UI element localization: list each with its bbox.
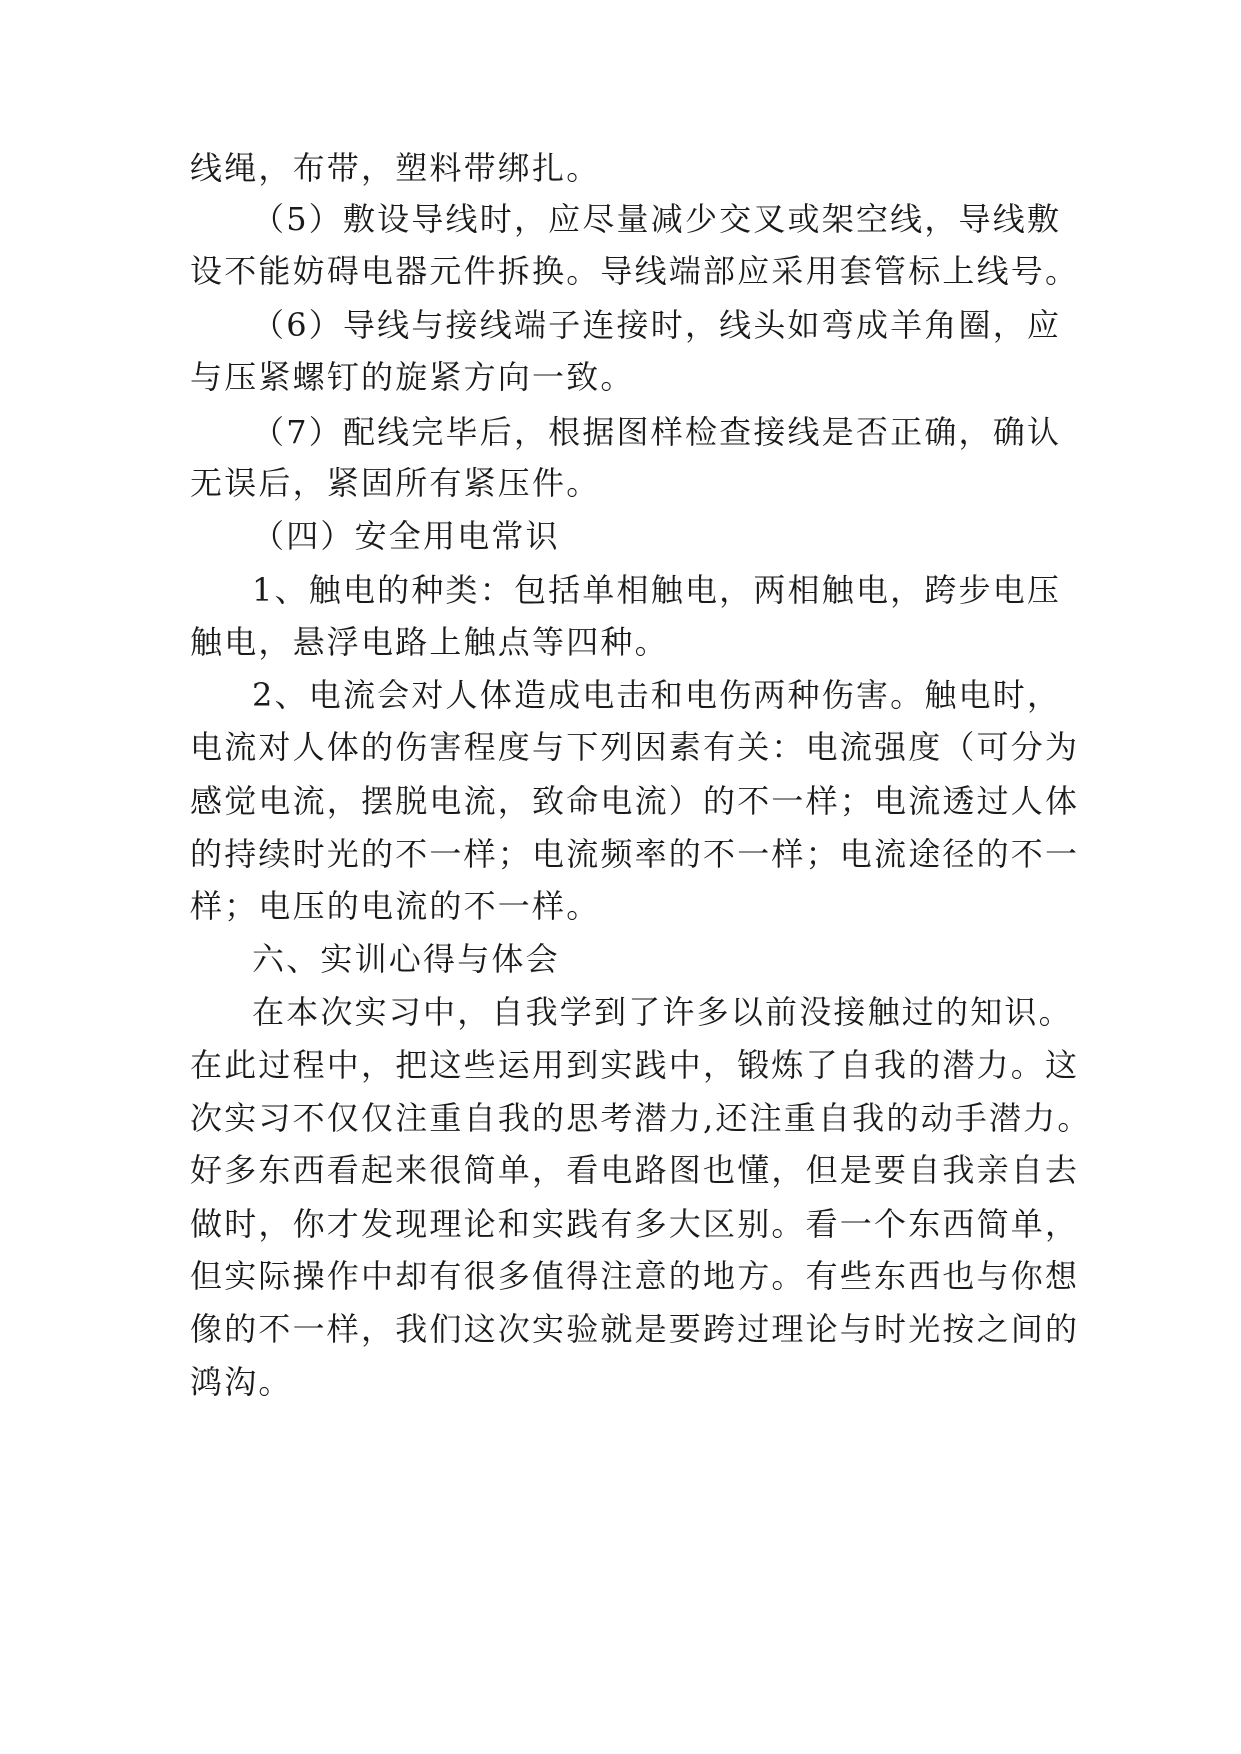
text-line: 感觉电流，摆脱电流，致命电流）的不一样；电流透过人体 — [190, 782, 1080, 820]
text-line: 像的不一样，我们这次实验就是要跨过理论与时光按之间的 — [190, 1310, 1080, 1348]
text-line: （6）导线与接线端子连接时，线头如弯成羊角圈，应 — [252, 306, 1062, 344]
text-line: 样；电压的电流的不一样。 — [190, 887, 601, 925]
text-line: 在本次实习中，自我学到了许多以前没接触过的知识。 — [252, 993, 1073, 1031]
text-line: （7）配线完毕后，根据图样检查接线是否正确，确认 — [252, 413, 1062, 451]
text-line: 设不能妨碍电器元件拆换。导线端部应采用套管标上线号。 — [190, 252, 1080, 290]
section-heading: 六、实训心得与体会 — [252, 940, 560, 978]
text-line: 与压紧螺钉的旋紧方向一致。 — [190, 358, 635, 396]
text-line: 的持续时光的不一样；电流频率的不一样；电流途径的不一 — [190, 835, 1080, 873]
text-line: 触电，悬浮电路上触点等四种。 — [190, 623, 669, 661]
text-line: 无误后，紧固所有紧压件。 — [190, 464, 601, 502]
text-line: 做时，你才发现理论和实践有多大区别。看一个东西简单， — [190, 1205, 1080, 1243]
text-line: 电流对人体的伤害程度与下列因素有关：电流强度（可分为 — [190, 728, 1080, 766]
text-line: 在此过程中，把这些运用到实践中，锻炼了自我的潜力。这 — [190, 1046, 1080, 1084]
text-line: 次实习不仅仅注重自我的思考潜力,还注重自我的动手潜力。 — [190, 1099, 1092, 1137]
text-line: 鸿沟。 — [190, 1363, 293, 1401]
text-line: 好多东西看起来很简单，看电路图也懂，但是要自我亲自去 — [190, 1151, 1080, 1189]
text-line: 但实际操作中却有很多值得注意的地方。有些东西也与你想 — [190, 1257, 1080, 1295]
text-line: 1、触电的种类：包括单相触电，两相触电，跨步电压 — [252, 571, 1062, 609]
section-heading: （四）安全用电常识 — [252, 517, 560, 555]
text-line: （5）敷设导线时，应尽量减少交叉或架空线，导线敷 — [252, 200, 1062, 238]
text-line: 线绳，布带，塑料带绑扎。 — [190, 149, 601, 187]
text-line: 2、电流会对人体造成电击和电伤两种伤害。触电时， — [252, 676, 1062, 714]
